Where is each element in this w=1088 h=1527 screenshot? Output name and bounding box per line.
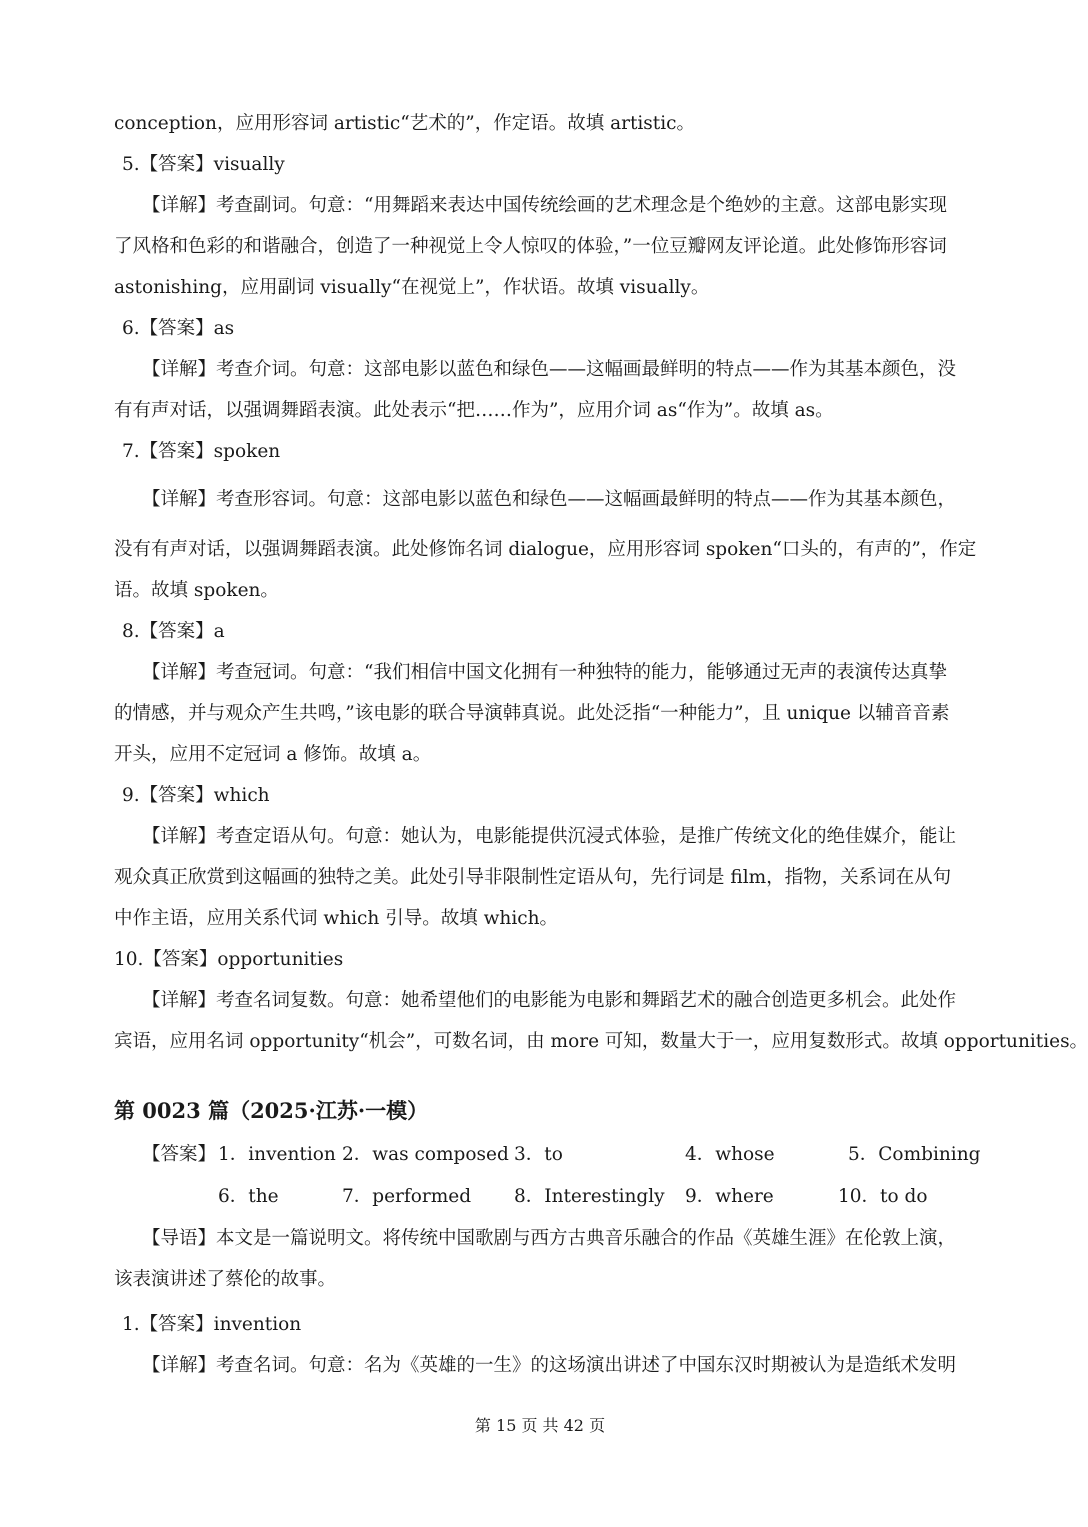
text-line: 了风格和色彩的和谐融合，创造了一种视觉上令人惊叹的体验，”一位豆瓣网友评论道。此处修饰形容词 xyxy=(114,236,947,257)
text-line: 【详解】考查名词。句意：名为《英雄的一生》的这场演出讲述了中国东汉时期被认为是造纸术发明 xyxy=(142,1355,957,1376)
text-line: 有有声对话，以强调舞蹈表演。此处表示“把……作为”，应用介词 as“作为”。故填 as。 xyxy=(114,400,834,421)
text-line: 没有有声对话，以强调舞蹈表演。此处修饰名词 dialogue，应用形容词 spoken“口头的，有声的”，作定 xyxy=(114,539,977,560)
section-heading: 第 0023 篇（2025·江苏·一模） xyxy=(114,1098,429,1123)
text-line: 【详解】考查形容词。句意：这部电影以蓝色和绿色——这幅画最鲜明的特点——作为其基本颜色， xyxy=(142,489,957,510)
answer-item: 5．Combining xyxy=(848,1144,981,1165)
text-line: 观众真正欣赏到这幅画的独特之美。此处引导非限制性定语从句，先行词是 film，指物，关系词在从句 xyxy=(114,867,952,888)
answer-line: 8.【答案】a xyxy=(122,621,225,642)
text-line: 【详解】考查名词复数。句意：她希望他们的电影能为电影和舞蹈艺术的融合创造更多机会。此处作 xyxy=(142,990,957,1011)
text-line: 【详解】考查定语从句。句意：她认为，电影能提供沉浸式体验，是推广传统文化的绝佳媒介，能让 xyxy=(142,826,957,847)
text-line: 该表演讲述了蔡伦的故事。 xyxy=(114,1269,337,1290)
answer-item: 10．to do xyxy=(838,1186,928,1207)
text-line: 宾语，应用名词 opportunity“机会”，可数名词，由 more 可知，数量大于一，应用复数形式。故填 opportunities。 xyxy=(114,1031,1088,1052)
text-line: 【详解】考查冠词。句意：“我们相信中国文化拥有一种独特的能力，能够通过无声的表演传达真挚 xyxy=(142,662,947,683)
text-line: 语。故填 spoken。 xyxy=(114,580,279,601)
text-line: 【导语】本文是一篇说明文。将传统中国歌剧与西方古典音乐融合的作品《英雄生涯》在伦敦上演， xyxy=(142,1228,957,1249)
answer-item: 8．Interestingly xyxy=(514,1186,665,1207)
page-footer: 第 15 页 共 42 页 xyxy=(474,1416,606,1435)
answer-line: 7.【答案】spoken xyxy=(122,441,281,462)
answer-item: 7．performed xyxy=(342,1186,472,1207)
answer-label: 【答案】 xyxy=(142,1144,217,1165)
answer-line: 10.【答案】opportunities xyxy=(114,949,344,970)
answer-line: 6.【答案】as xyxy=(122,318,235,339)
answer-line: 1.【答案】invention xyxy=(122,1314,302,1335)
answer-item: 9．where xyxy=(685,1186,774,1207)
answer-item: 1．invention xyxy=(218,1144,336,1165)
text-line: 中作主语，应用关系代词 which 引导。故填 which。 xyxy=(114,908,559,929)
text-line: 【详解】考查副词。句意：“用舞蹈来表达中国传统绘画的艺术理念是个绝妙的主意。这部电影实现 xyxy=(142,195,947,216)
answer-line: 9.【答案】which xyxy=(122,785,270,806)
text-line: 的情感，并与观众产生共鸣，”该电影的联合导演韩真说。此处泛指“一种能力”，且 unique 以辅音音素 xyxy=(114,703,950,724)
text-line: conception，应用形容词 artistic“艺术的”，作定语。故填 artistic。 xyxy=(114,113,696,134)
text-line: 【详解】考查介词。句意：这部电影以蓝色和绿色——这幅画最鲜明的特点——作为其基本颜色，没 xyxy=(142,359,957,380)
text-line: astonishing，应用副词 visually“在视觉上”，作状语。故填 visually。 xyxy=(114,277,710,298)
answer-line: 5.【答案】visually xyxy=(122,154,285,175)
answer-item: 4．whose xyxy=(685,1144,775,1165)
answer-item: 6．the xyxy=(218,1186,279,1207)
text-line: 开头，应用不定冠词 a 修饰。故填 a。 xyxy=(114,744,432,765)
answer-item: 2．was composed xyxy=(342,1144,509,1165)
answer-item: 3．to xyxy=(514,1144,563,1165)
